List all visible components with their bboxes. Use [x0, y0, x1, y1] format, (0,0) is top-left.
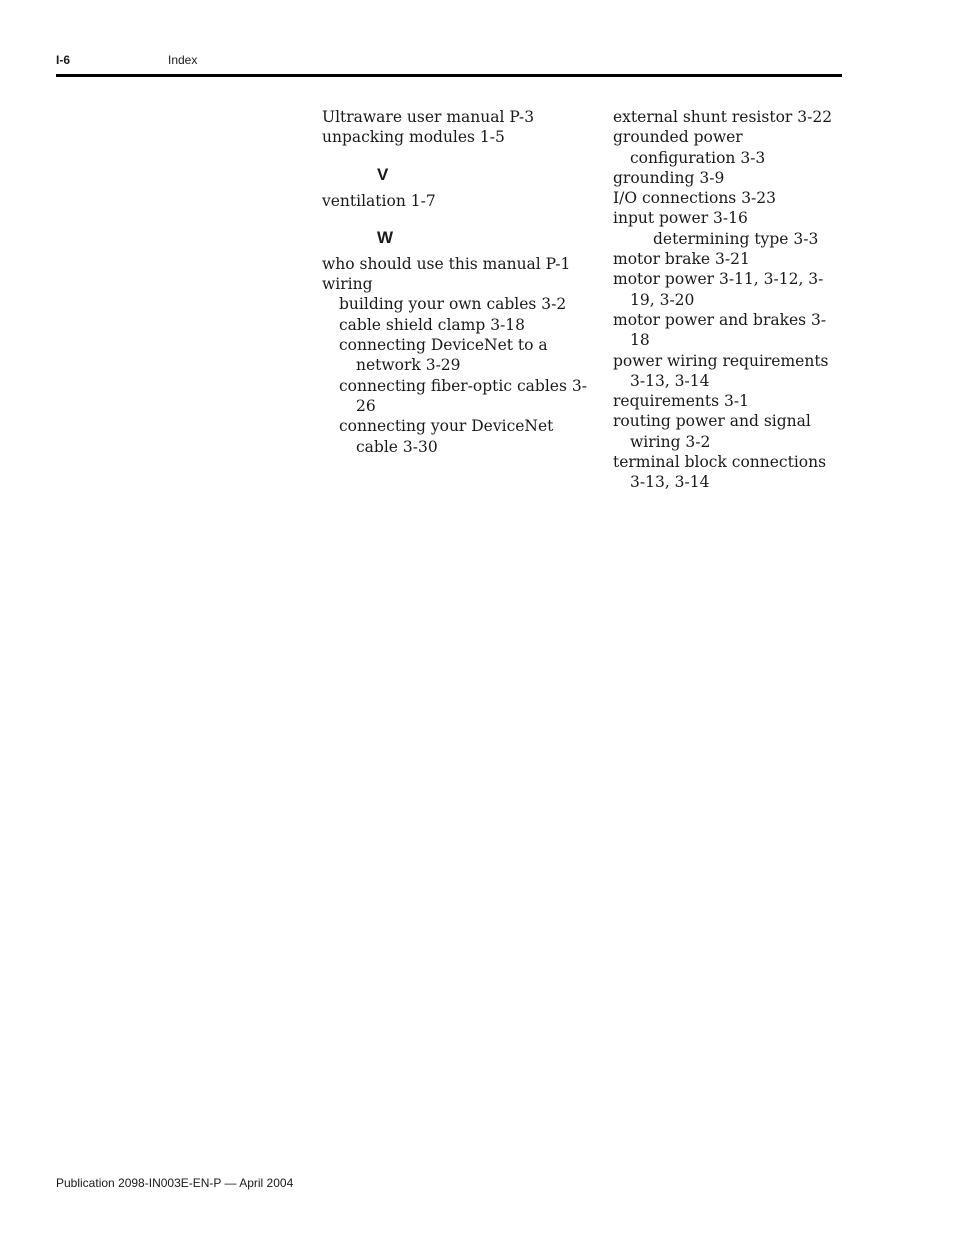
index-entry: power wiring requirements 3-13, 3-14	[613, 351, 829, 390]
index-column-right	[613, 107, 845, 493]
index-entry: ventilation 1-7	[322, 191, 436, 210]
publication-footer: Publication 2098-IN003E-EN-P — April 2004	[56, 1176, 294, 1190]
index-entry: motor brake 3-21	[613, 250, 750, 269]
index-letter-v: V	[377, 164, 389, 184]
index-column-left	[322, 107, 587, 457]
index-entry: motor power 3-11, 3-12, 3-19, 3-20	[613, 270, 824, 309]
index-subentry: cable shield clamp 3-18	[339, 315, 526, 334]
index-subentry: connecting your DeviceNet cable 3-30	[339, 417, 554, 456]
index-entry: routing power and signal wiring 3-2	[613, 412, 811, 451]
index-entry: wiring	[322, 275, 373, 294]
index-entry: grounded power configuration 3-3	[613, 128, 766, 167]
index-entry: Ultraware user manual P-3	[322, 108, 535, 126]
section-title: Index	[168, 53, 198, 67]
index-entry: terminal block connections 3-13, 3-14	[613, 453, 827, 492]
index-entry: motor power and brakes 3-18	[613, 310, 827, 350]
header-rule	[56, 74, 842, 77]
index-entry: external shunt resistor 3-22	[613, 108, 833, 126]
index-subentry: building your own cables 3-2	[339, 295, 567, 314]
index-letter-w: W	[377, 227, 394, 247]
page-number: I-6	[56, 53, 71, 67]
index-entry: requirements 3-1	[613, 392, 749, 411]
index-entry: grounding 3-9	[613, 168, 725, 187]
index-subentry: connecting fiber-optic cables 3-26	[339, 376, 587, 415]
index-entry: who should use this manual P-1	[322, 254, 571, 273]
index-subentry: connecting DeviceNet to a network 3-29	[339, 336, 548, 375]
index-entry: unpacking modules 1-5	[322, 128, 505, 147]
index-entry: I/O connections 3-23	[613, 189, 777, 208]
index-subentry: determining type 3-3	[653, 229, 819, 248]
index-entry: input power 3-16	[613, 209, 748, 228]
